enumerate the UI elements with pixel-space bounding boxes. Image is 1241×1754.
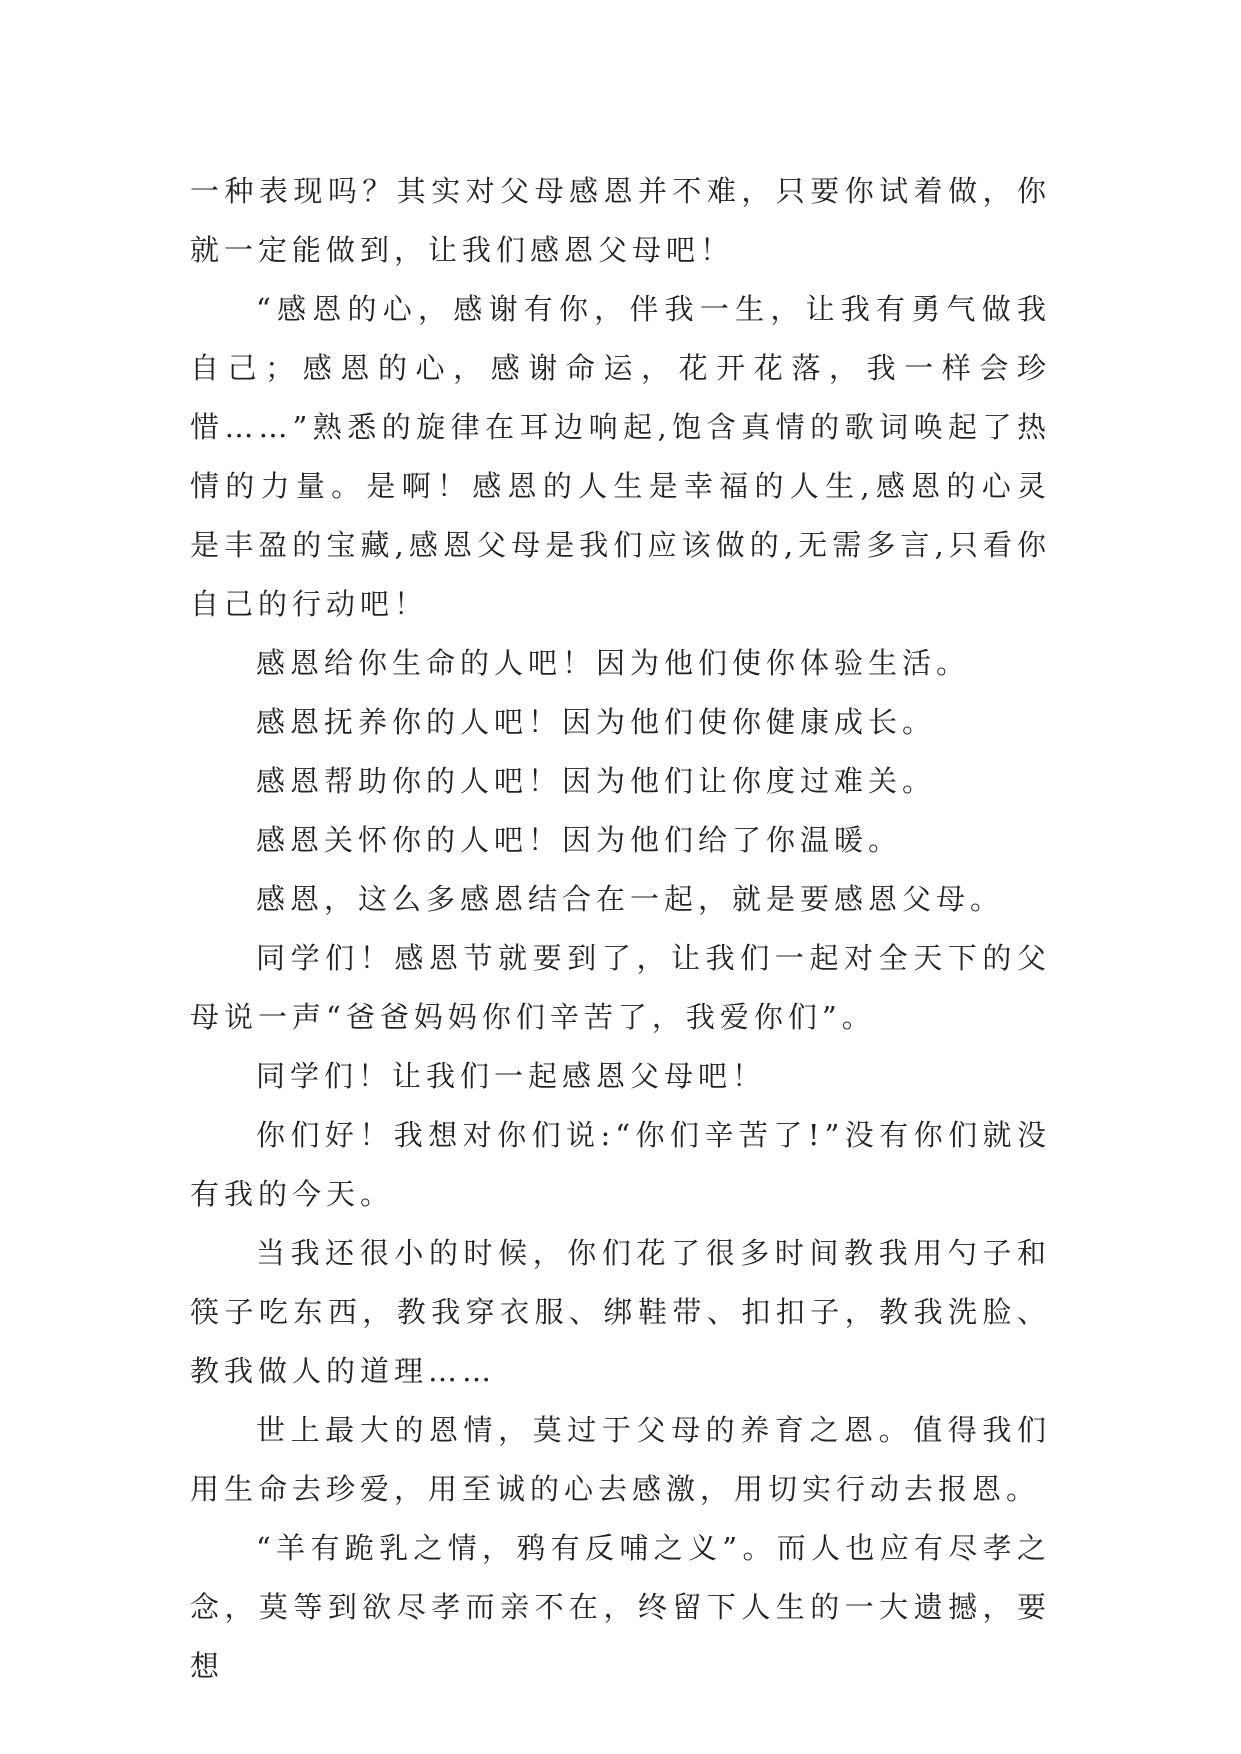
paragraph: 同学们！让我们一起感恩父母吧！ bbox=[256, 1059, 767, 1093]
paragraph: 感恩帮助你的人吧！因为他们让你度过难关。 bbox=[256, 764, 937, 798]
paragraph: 当我还很小的时候，你们花了很多时间教我用勺子和筷子吃东西，教我穿衣服、绑鞋带、扣扣子，教我洗脸、教我做人的道理…… bbox=[190, 1236, 1051, 1388]
paragraph: 同学们！感恩节就要到了，让我们一起对全天下的父母说一声“爸爸妈妈你们辛苦了，我爱你们”。 bbox=[190, 941, 1051, 1034]
document-body bbox=[190, 162, 1051, 1696]
paragraph: “感恩的心，感谢有你，伴我一生，让我有勇气做我自己；感恩的心，感谢命运，花开花落，我一样会珍惜……”熟悉的旋律在耳边响起,饱含真情的歌词唤起了热情的力量。是啊！感恩的人生是幸福的人生,感恩的心灵是丰盈的宝藏,感恩父母是我们应该做的,无需多言,只看你自己的行动吧！ bbox=[190, 292, 1051, 621]
paragraph: 感恩给你生命的人吧！因为他们使你体验生活。 bbox=[256, 646, 971, 680]
paragraph: 感恩抚养你的人吧！因为他们使你健康成长。 bbox=[256, 705, 937, 739]
paragraph: 一种表现吗？其实对父母感恩并不难，只要你试着做，你就一定能做到，让我们感恩父母吧！ bbox=[190, 174, 1051, 267]
paragraph: 感恩，这么多感恩结合在一起，就是要感恩父母。 bbox=[256, 882, 1005, 916]
paragraph: 感恩关怀你的人吧！因为他们给了你温暖。 bbox=[256, 823, 903, 857]
paragraph: 世上最大的恩情，莫过于父母的养育之恩。值得我们用生命去珍爱，用至诚的心去感激，用切实行动去报恩。 bbox=[190, 1413, 1051, 1506]
paragraph: “羊有跪乳之情，鸦有反哺之义”。而人也应有尽孝之念，莫等到欲尽孝而亲不在，终留下人生的一大遗撼，要想 bbox=[190, 1531, 1051, 1683]
paragraph: 你们好！我想对你们说:“你们辛苦了!”没有你们就没有我的今天。 bbox=[190, 1118, 1051, 1211]
